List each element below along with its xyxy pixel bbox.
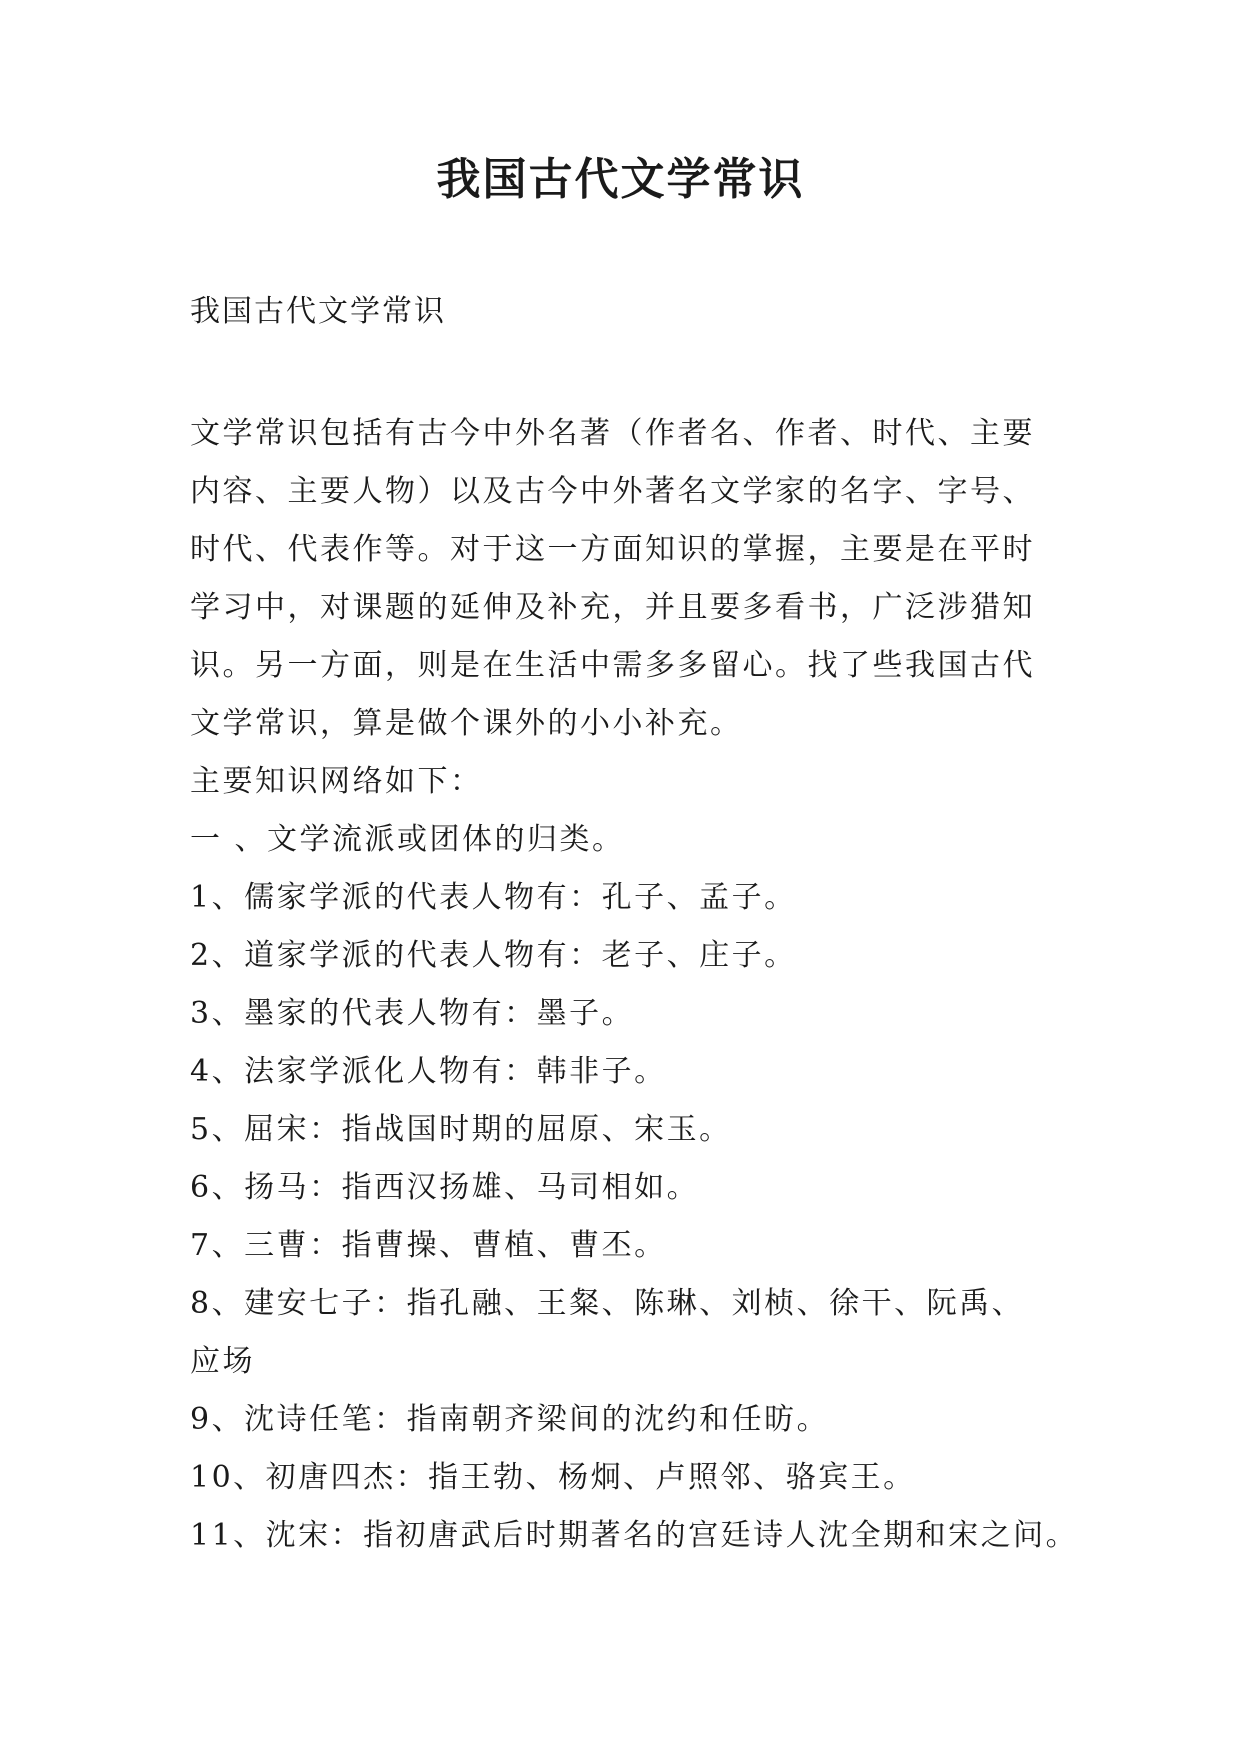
intro-line: 时代、代表作等。对于这一方面知识的掌握，主要是在平时 [190, 532, 1035, 567]
section-intro: 主要知识网络如下： [190, 764, 483, 799]
list-item: 6、扬马：指西汉扬雄、马司相如。 [190, 1170, 700, 1205]
intro-line: 内容、主要人物）以及古今中外著名文学家的名字、字号、 [190, 474, 1035, 509]
section-heading: 一 、文学流派或团体的归类。 [190, 822, 625, 857]
list-item: 2、道家学派的代表人物有：老子、庄子。 [190, 938, 797, 973]
list-item-continuation: 应场 [190, 1344, 255, 1379]
intro-line: 识。另一方面，则是在生活中需多多留心。找了些我国古代 [190, 648, 1035, 683]
list-item: 4、法家学派化人物有：韩非子。 [190, 1054, 667, 1089]
list-item: 10、初唐四杰：指王勃、杨炯、卢照邻、骆宾王。 [190, 1460, 916, 1495]
list-item: 11、沈宋：指初唐武后时期著名的宫廷诗人沈全期和宋之问。 [190, 1518, 1079, 1553]
document-title: 我国古代文学常识 [436, 154, 805, 205]
intro-line: 文学常识包括有古今中外名著（作者名、作者、时代、主要 [190, 416, 1035, 451]
list-item: 5、屈宋：指战国时期的屈原、宋玉。 [190, 1112, 732, 1147]
intro-line: 学习中，对课题的延伸及补充，并且要多看书，广泛涉猎知 [190, 590, 1035, 625]
document-subtitle: 我国古代文学常识 [190, 294, 446, 329]
list-item: 3、墨家的代表人物有：墨子。 [190, 996, 635, 1031]
list-item: 9、沈诗任笔：指南朝齐梁间的沈约和任昉。 [190, 1402, 830, 1437]
intro-paragraph [190, 405, 1070, 753]
intro-line: 文学常识，算是做个课外的小小补充。 [190, 706, 743, 741]
list-item: 8、建安七子：指孔融、王粲、陈琳、刘桢、徐干、阮禹、 [190, 1286, 1025, 1321]
list-item: 7、三曹：指曹操、曹植、曹丕。 [190, 1228, 667, 1263]
list-item: 1、儒家学派的代表人物有：孔子、孟子。 [190, 880, 797, 915]
knowledge-list [190, 753, 1090, 1565]
